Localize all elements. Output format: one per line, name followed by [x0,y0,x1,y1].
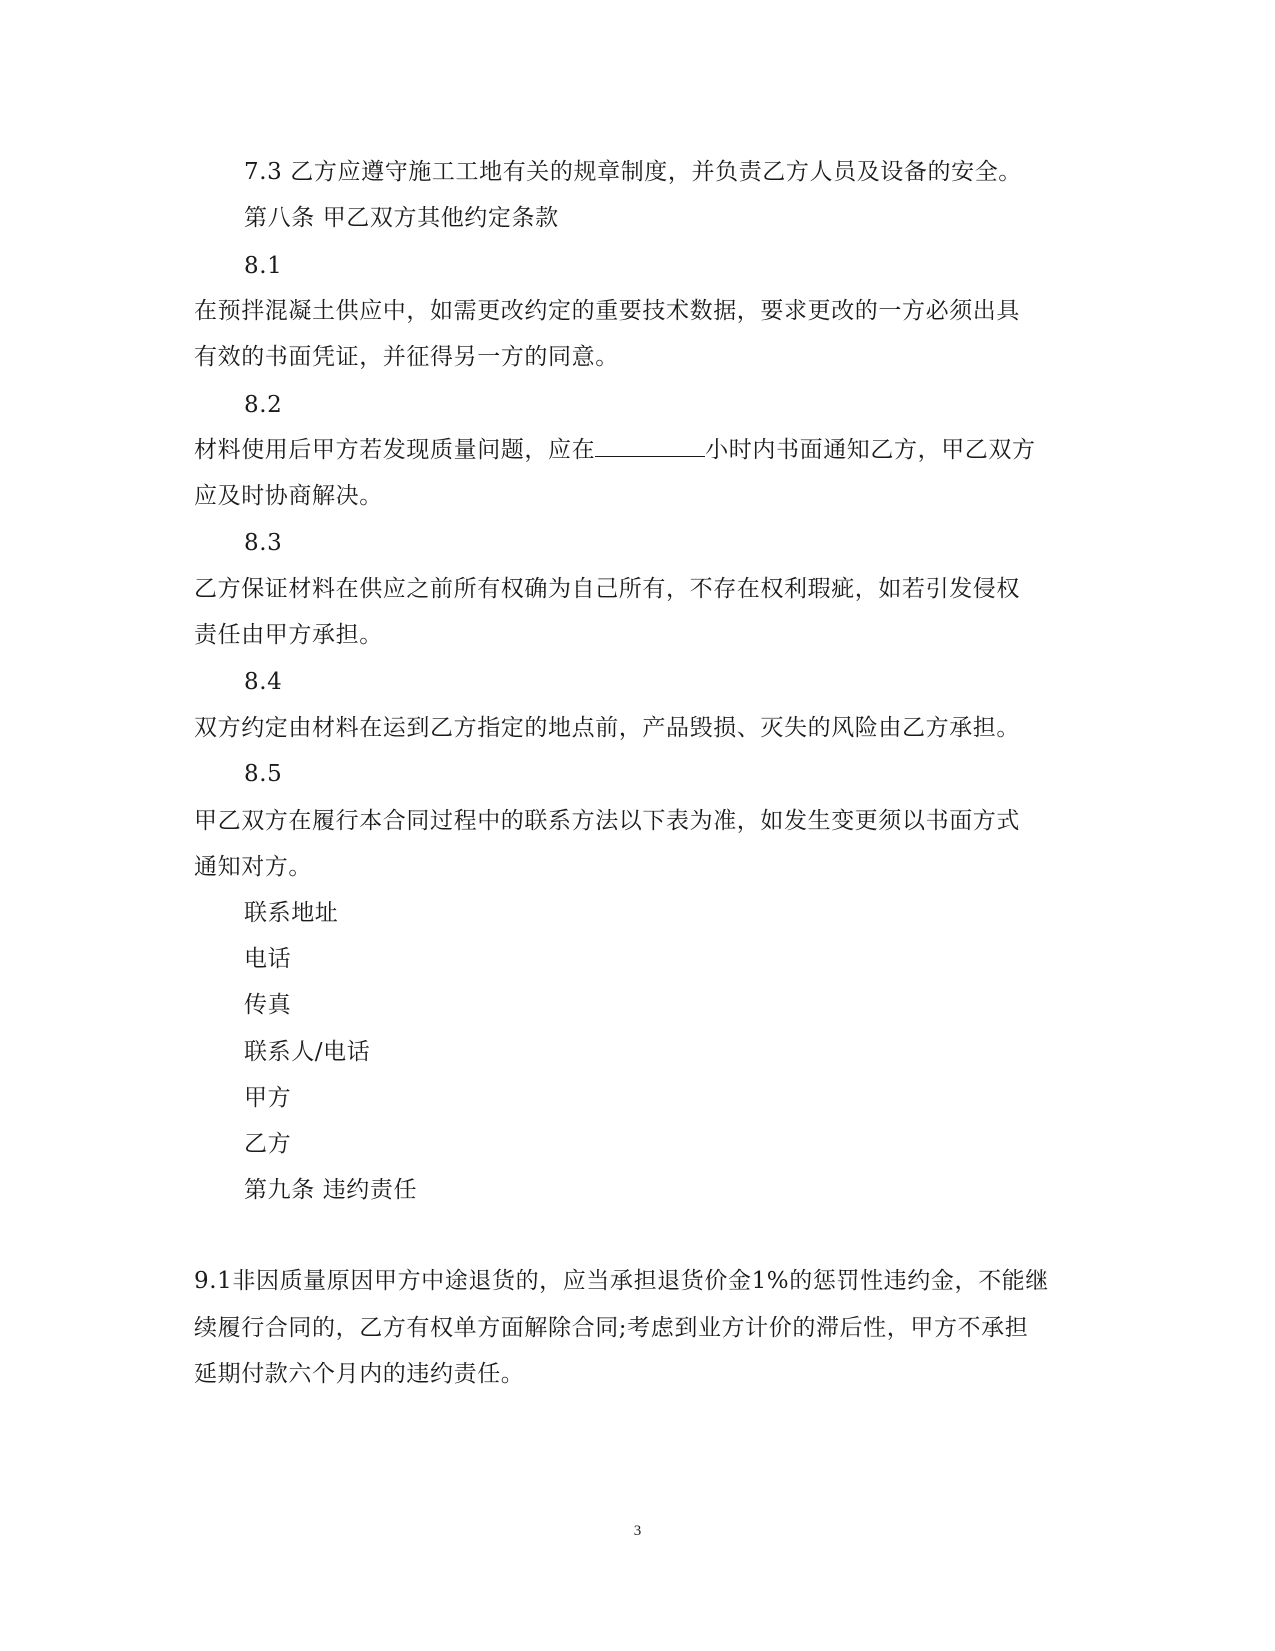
clause-8-5-text-line-2: 通知对方。 [194,854,312,880]
clause-9-1-text-line-3: 延期付款六个月内的违约责任。 [194,1361,525,1387]
contact-party-b: 乙方 [244,1131,292,1157]
clause-8-4-number: 8.4 [244,669,283,695]
clause-8-2-number: 8.2 [244,392,283,418]
clause-8-1-text-line-2: 有效的书面凭证，并征得另一方的同意。 [194,344,619,370]
article-8-heading: 第八条 甲乙双方其他约定条款 [244,205,559,231]
clause-8-3-number: 8.3 [244,530,283,556]
contact-party-a: 甲方 [244,1085,292,1111]
clause-8-5-text-line-1: 甲乙双方在履行本合同过程中的联系方法以下表为准，如发生变更须以书面方式 [194,808,1020,834]
clause-7-3: 7.3 乙方应遵守施工工地有关的规章制度，并负责乙方人员及设备的安全。 [244,159,1022,185]
contact-field-address: 联系地址 [244,900,339,926]
clause-8-1-text-line-1: 在预拌混凝土供应中，如需更改约定的重要技术数据，要求更改的一方必须出具 [194,298,1020,324]
clause-8-2-text-after-blank: 小时内书面通知乙方，甲乙双方 [705,437,1036,463]
clause-8-3-text-line-1: 乙方保证材料在供应之前所有权确为自己所有，不存在权利瑕疵，如若引发侵权 [194,576,1020,602]
clause-8-2-text-line-2: 应及时协商解决。 [194,483,383,509]
page-number: 3 [633,1523,642,1539]
contact-field-phone: 电话 [244,946,292,972]
fill-in-blank [595,436,705,457]
clause-9-1-text-line-2: 续履行合同的，乙方有权单方面解除合同;考虑到业方计价的滞后性，甲方不承担 [194,1315,1029,1341]
clause-8-3-text-line-2: 责任由甲方承担。 [194,622,383,648]
clause-9-1-text-line-1: 9.1非因质量原因甲方中途退货的，应当承担退货价金1%的惩罚性违约金，不能继 [194,1268,1049,1294]
clause-8-2-text-before-blank: 材料使用后甲方若发现质量问题，应在 [194,437,596,463]
contact-field-person: 联系人/电话 [244,1039,371,1065]
clause-8-5-number: 8.5 [244,761,283,787]
article-9-heading: 第九条 违约责任 [244,1177,418,1203]
clause-8-2-text-line-1 [194,435,1036,465]
contact-field-fax: 传真 [244,992,292,1018]
clause-8-4-text: 双方约定由材料在运到乙方指定的地点前，产品毁损、灭失的风险由乙方承担。 [194,715,1020,741]
clause-8-1-number: 8.1 [244,253,283,279]
